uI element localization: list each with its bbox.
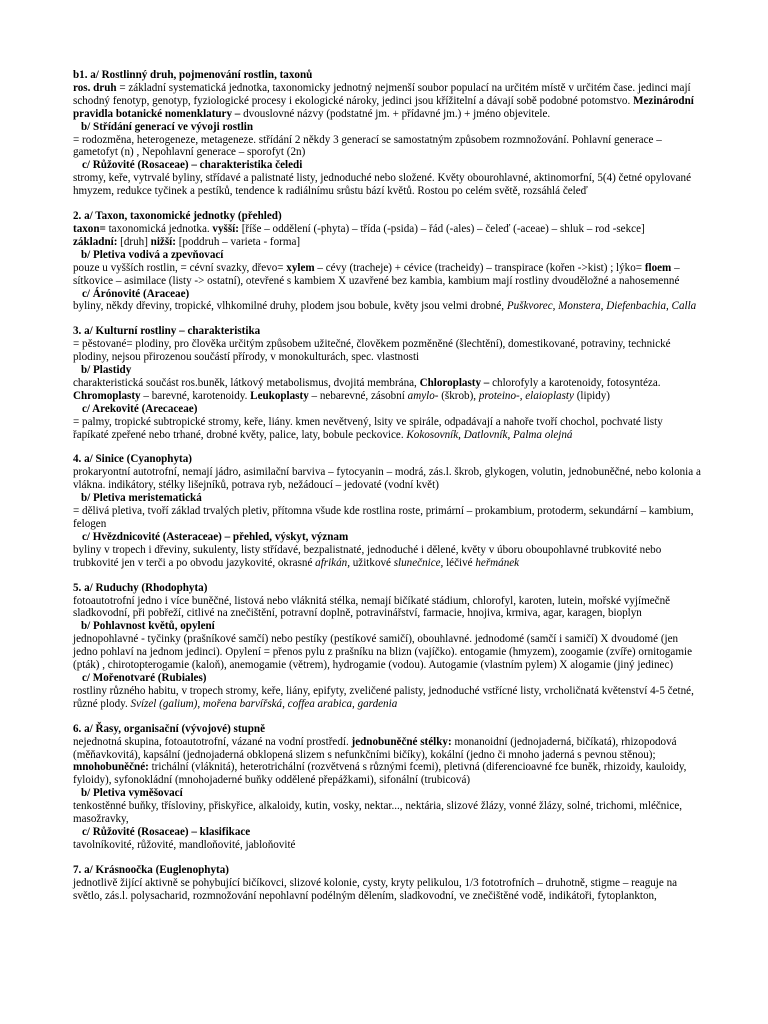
text-span: byliny v tropech i dřeviny, sukulenty, listy střídavé, bezpalistnaté, jednoduché i dělené, květy v úboru oboupohlavné trubkovité nebo trubkovité jen v terči a po obvodu jazykovité, okrasné (73, 543, 662, 569)
section-2a-text (73, 223, 701, 236)
document-page (73, 69, 701, 914)
section-6c-heading: c/ Růžovité (Rosaceae) – klasifikace (82, 825, 251, 838)
term-chloroplasty: Chloroplasty – (419, 376, 490, 389)
species-hermanek: heřmánek (475, 556, 520, 569)
text-span: léčivé (443, 556, 476, 569)
text-span: – nebarevné, zásobní (308, 389, 408, 402)
section-4b-text: = dělivá pletiva, tvoří základ trvalých pletiv, přítomna všude kde rostlina roste, primární – prokambium, protoderm, sekundární – kambium, felogen (73, 505, 694, 530)
section-1 (73, 69, 701, 198)
text-span: trichální (vláknitá), heterotrichální (rozvětvená s různými fcemi), pletivná (diferencioavné fce buněk, rhizoidy, kauloidy, fyloidy), syfonokládní (mnohojaderné buňky oddělené přepážkami), sifonální (trubicová) (73, 761, 687, 787)
section-2a-heading: 2. a/ Taxon, taxonomické jednotky (přehled) (73, 210, 282, 223)
section-5c-heading: c/ Mořenotvaré (Rubiales) (82, 671, 207, 684)
text-span: (lipidy) (573, 389, 610, 402)
section-2c-heading: c/ Árónovité (Araceae) (82, 287, 190, 300)
text-span: – cévy (tracheje) + cévice (tracheidy) – transpirace (kořen ->kist) ; lýko= (314, 261, 645, 274)
text-span: – sítkovice – asimilace (listy -> ostatní), otevřené s kambiem X uzavřené bez kambia, kambium mají rostliny dvouděložné a nahosemenné (73, 261, 680, 287)
text-span: charakteristická součást ros.buněk, látkový metabolismus, dvojitá membrána, (73, 376, 420, 389)
section-2 (73, 210, 701, 313)
section-1b-text: = rodozměna, heterogeneze, metageneze. střídání 2 někdy 3 generací se samostatným způsobem rozmnožování. Pohlavní generace – gametofyt (n) , Nepohlavní generace – sporofyt (2n) (73, 133, 662, 159)
term-leukoplasty: Leukoplasty (250, 389, 309, 402)
species-list: Puškvorec, Monstera, Diefenbachia, Calla (506, 300, 697, 313)
text-span: = palmy, tropické subtropické stromy, keře, liány. kmen nevětvený, lsity ve spirále, odpadávají a nahoře tvoří chochol, pochvaté listy řapíkaté zpeřené nebo trhané, drobné květy, palice, laty, bobule peckovice. (73, 415, 663, 441)
section-4a-text: prokaryontní autotrofní, nemají jádro, asimilační barviva – fytocyanin – modrá, zás.l. škrob, glykogen, volutin, jednobuněčné, nebo kolonia a vlákna. indikátory, stélky lišejníků, potrava ryb, nežádoucí – jedovaté (vodní květ) (73, 466, 701, 492)
section-1b-heading: b/ Střídání generací ve vývoji rostlin (81, 120, 254, 133)
text-span: [druh] (117, 235, 151, 248)
text-span: byliny, někdy dřeviny, tropické, vlhkomilné druhy, plodem jsou bobule, květy jsou velmi drobné, (73, 300, 507, 313)
text-span: nejednotná skupina, fotoautotrofní, vázané na vodní prostředí. (73, 735, 352, 748)
section-2a-text-2 (73, 236, 701, 249)
section-2b-heading: b/ Pletiva vodivá a zpevňovací (81, 248, 224, 261)
section-2c-text (73, 300, 701, 313)
section-5a-heading: 5. a/ Ruduchy (Rhodophyta) (73, 581, 208, 594)
section-5b-heading: b/ Pohlavnost květů, opylení (81, 620, 215, 633)
section-7 (73, 864, 701, 903)
text-span: – barevné, karotenoidy. (140, 389, 251, 402)
species-list: Kokosovník, Datlovník, Palma olejná (406, 428, 573, 441)
section-4c-heading: c/ Hvězdnicovité (Asteraceae) – přehled, výskyt, význam (82, 530, 349, 543)
section-3b-text (73, 377, 701, 403)
species-slunecnice: slunečnice, (393, 556, 444, 569)
section-3b-heading: b/ Plastidy (81, 364, 132, 377)
term-nomenklatura: Mezinárodní pravidla botanické nomenklatury – (73, 94, 694, 120)
term-floem: floem (644, 261, 672, 274)
section-5c-text (73, 685, 701, 711)
term-mnohobunecne: mnohobuněčné: (73, 761, 149, 774)
section-7a-heading: 7. a/ Krásnoočka (Euglenophyta) (73, 863, 229, 876)
section-3 (73, 325, 701, 441)
text-span: monanoidní (jednojaderná, bičíkatá), rhizopodová (měňavkovitá), kapsální (jednojaderná obklopená slizem s nefunkčními bičíky), kokální (jedno či mnoho jaderná s pevnou stěnou); (73, 735, 677, 761)
term-nizsi: nižší: (150, 235, 176, 248)
term-taxon: taxon= (73, 222, 106, 235)
text-span: rostliny různého habitu, v tropech stromy, keře, liány, epifyty, zveličené palisty, jednoduché vstřícné listy, vrcholičnatá květenství 4-5 četné, různé plody. (73, 684, 694, 710)
section-6b-heading: b/ Pletiva vyměšovací (81, 787, 183, 800)
term-chromoplasty: Chromoplasty (73, 389, 141, 402)
section-1a-heading: b1. a/ Rostlinný druh, pojmenování rostlin, taxonů (73, 69, 313, 81)
section-7a-text: jednotlivě žijící aktivně se pohybující bičíkovci, slizové kolonie, cysty, kryty pelikulou, 1/3 fototrofních – druhotně, stigme – reaguje na světlo, zás.l. polysacharid, rozmnožování nepohlavní podélným dělením, sladkovodní, ve znečištěné vodě, indikátoři, fytoplankton, (73, 876, 678, 902)
term-jednobunecne: jednobuněčné stélky: (351, 735, 452, 748)
section-3a-heading: 3. a/ Kulturní rostliny – charakteristika (73, 325, 261, 338)
section-1c-text: stromy, keře, vytrvalé byliny, střídavé a palistnaté listy, jednoduché nebo složené. Květy obourohlavné, aktinomorfní, 5(4) četné opylované hmyzem, redukce tyčinek a pestíků, tendence k radiálnímu srůstu bází květů. Rostou po celém světě, rozsáhlá čeleď (73, 172, 691, 198)
text-span: pouze u vyšších rostlin, = cévní svazky, dřevo= (73, 261, 287, 274)
section-2b-text (73, 262, 701, 288)
section-1a-text (73, 82, 701, 121)
term-proteino: proteino-, elaioplasty (478, 389, 574, 402)
section-6c-text: tavolníkovité, růžovité, mandloňovité, jabloňovité (73, 838, 296, 851)
section-6 (73, 723, 701, 852)
term-ros-druh: ros. druh (73, 81, 117, 94)
term-xylem: xylem (286, 261, 315, 274)
section-6a-heading: 6. a/ Řasy, organisační (vývojové) stupně (73, 722, 265, 735)
section-3c-heading: c/ Arekovité (Arecaceae) (82, 402, 198, 415)
term-zakladni: základní: (73, 235, 118, 248)
text-span: (škrob), (438, 389, 479, 402)
species-list: Svízel (galium), mořena barvířská, coffea arabica, gardenia (130, 697, 398, 710)
text-span: = základní systematická jednotka, taxonomicky jednotný nejmenší soubor populací na určitém místě v určitém čase. jedinci mají schodný fenotyp, genotyp, fyziologické procesy i ekologické nároky, jedinci jsou křížitelní a dávají sobě podobné potomstvo. (73, 81, 691, 107)
text-span: užitkové (349, 556, 394, 569)
text-span: [poddruh – varieta - forma] (175, 235, 301, 248)
term-vyssi: vyšší: (212, 222, 239, 235)
species-afrikan: afrikán, (315, 556, 350, 569)
section-4c-text (73, 544, 701, 570)
section-1c-heading: c/ Růžovité (Rosaceae) – charakteristika čeledi (82, 159, 303, 172)
text-span: dvouslovné názvy (podstatné jm. + přídavné jm.) + jméno objevitele. (240, 107, 551, 120)
text-span: chlorofyly a karotenoidy, fotosyntéza. (489, 376, 661, 389)
text-span: [říše – oddělení (-phyta) – třída (-psida) – řád (-ales) – čeleď (-aceae) – shluk – rod -sekce] (238, 222, 645, 235)
section-6a-text (73, 736, 701, 788)
section-4b-heading: b/ Pletiva meristematická (81, 492, 202, 505)
term-amylo: amylo- (407, 389, 439, 402)
text-span: taxonomická jednotka. (105, 222, 213, 235)
section-5a-text: fotoautotrofní jedno i více buněčné, listová nebo vláknitá stélka, nemají bičíkaté stádium, chlorofyl, karoten, lutein, mořské vyjímečně sladkovodní, při pobřeží, citlivé na znečištění, potravní doplně, potravinářství, farmacie, hnojiva, krmiva, agar, karagen, bioplyn (73, 594, 671, 620)
section-4a-heading: 4. a/ Sinice (Cyanophyta) (73, 453, 192, 466)
section-6b-text: tenkostěnné buňky, třísloviny, přiskyřice, alkaloidy, kutin, vosky, nektar..., nektária, slizové žlázy, vonné žlázy, solné, trichomi, mléčnice, masožravky, (73, 800, 683, 826)
section-3c-text (73, 416, 701, 442)
section-5 (73, 582, 701, 711)
section-3a-text: = pěstované= plodiny, pro člověka určitým způsobem užitečné, člověkem pozměněné (šlechtění), domestikované, potraviny, technické plodiny, nejsou přirozenou součástí přírody, v monokulturách, spec. vlastnosti (73, 338, 671, 364)
section-5b-text: jednopohlavné - tyčinky (prašníkové samčí) nebo pestíky (pestíkové samičí), obouhlavné. jednodomé (samčí i samičí) X dvoudomé (jen jedno pohlaví na jednom jedinci). Opylení = přenos pylu z prašníku na blizn (vajíčko). entogamie (hmyzem), zoogamie (zvíře) ornitogamie (pták) , chirotopterogamie (kaloň), anemogamie (větrem), hydrogamie (vodou). Autogamie (vlastním pylem) X alogamie (jiný jedinec) (73, 633, 692, 672)
section-4 (73, 453, 701, 569)
